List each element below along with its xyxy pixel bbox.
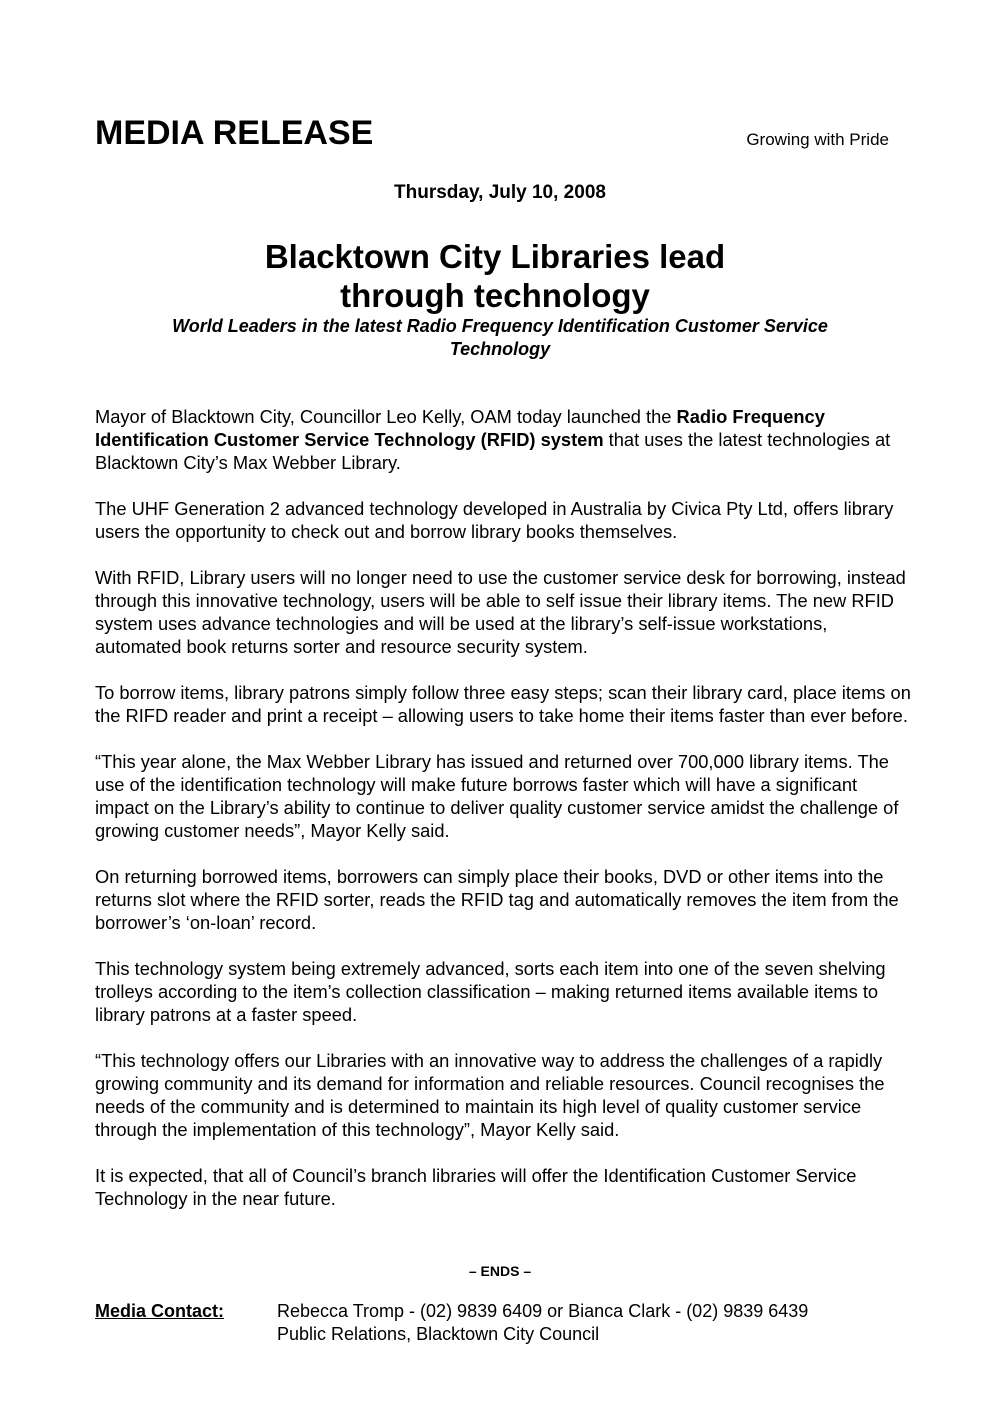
- headline-line-2: through technology: [340, 277, 650, 314]
- ends-marker: – ENDS –: [468, 1263, 532, 1279]
- media-contact-details: [277, 1300, 808, 1346]
- headline-line-1: Blacktown City Libraries lead: [264, 238, 726, 275]
- document-title: MEDIA RELEASE: [95, 114, 374, 152]
- paragraph-8: “This technology offers our Libraries with an innovative way to address the challenges of a rapidly growing community and its demand for information and reliable resources. Council recognises the needs of the community and is determined to maintain its high level of quality customer service through the implementation of this technology”, Mayor Kelly said.: [95, 1050, 885, 1140]
- paragraph-5: “This year alone, the Max Webber Library has issued and returned over 700,000 library items. The use of the identification technology will make future borrows faster which will have a significant impact on the Library’s ability to continue to deliver quality customer service amidst the challenge of growing customer needs”, Mayor Kelly said.: [95, 751, 899, 841]
- headline: [150, 237, 840, 315]
- paragraph-6: On returning borrowed items, borrowers can simply place their books, DVD or other items into the returns slot where the RFID sorter, reads the RFID tag and automatically removes the item from the borrower’s ‘on-loan’ record.: [95, 866, 899, 933]
- paragraph-3: With RFID, Library users will no longer need to use the customer service desk for borrowing, instead through this innovative technology, users will be able to self issue their library items. The new RFID system uses advance technologies and will be used at the library’s self-issue workstations, automated book returns sorter and resource security system.: [95, 567, 906, 657]
- article-body: [95, 405, 915, 1233]
- release-date: Thursday, July 10, 2008: [394, 182, 606, 203]
- paragraph-1-intro: Mayor of Blacktown City, Councillor Leo Kelly, OAM today launched the: [95, 406, 677, 427]
- contact-line-1: Rebecca Tromp - (02) 9839 6409 or Bianca Clark - (02) 9839 6439: [277, 1301, 809, 1321]
- tagline: Growing with Pride: [746, 130, 889, 149]
- paragraph-9: It is expected, that all of Council’s branch libraries will offer the Identification Customer Service Technology in the near future.: [95, 1165, 857, 1209]
- paragraph-2: The UHF Generation 2 advanced technology developed in Australia by Civica Pty Ltd, offers library users the opportunity to check out and borrow library books themselves.: [95, 498, 894, 542]
- paragraph-4: To borrow items, library patrons simply follow three easy steps; scan their library card, place items on the RIFD reader and print a receipt – allowing users to take home their items faster than ever before.: [95, 682, 911, 726]
- paragraph-1: [95, 405, 915, 474]
- subheadline: World Leaders in the latest Radio Frequency Identification Customer Service Technology: [172, 316, 828, 359]
- paragraph-1-bold: Radio Frequency Identification Customer Service Technology (RFID) system: [95, 406, 825, 450]
- media-contact-label: Media Contact:: [95, 1301, 225, 1321]
- paragraph-7: This technology system being extremely advanced, sorts each item into one of the seven shelving trolleys according to the item’s collection classification – making returned items available items to library patrons at a faster speed.: [95, 958, 886, 1025]
- paragraph-1-outro: that uses the latest technologies at Blacktown City’s Max Webber Library.: [95, 429, 891, 473]
- contact-line-2: Public Relations, Blacktown City Council: [277, 1324, 600, 1344]
